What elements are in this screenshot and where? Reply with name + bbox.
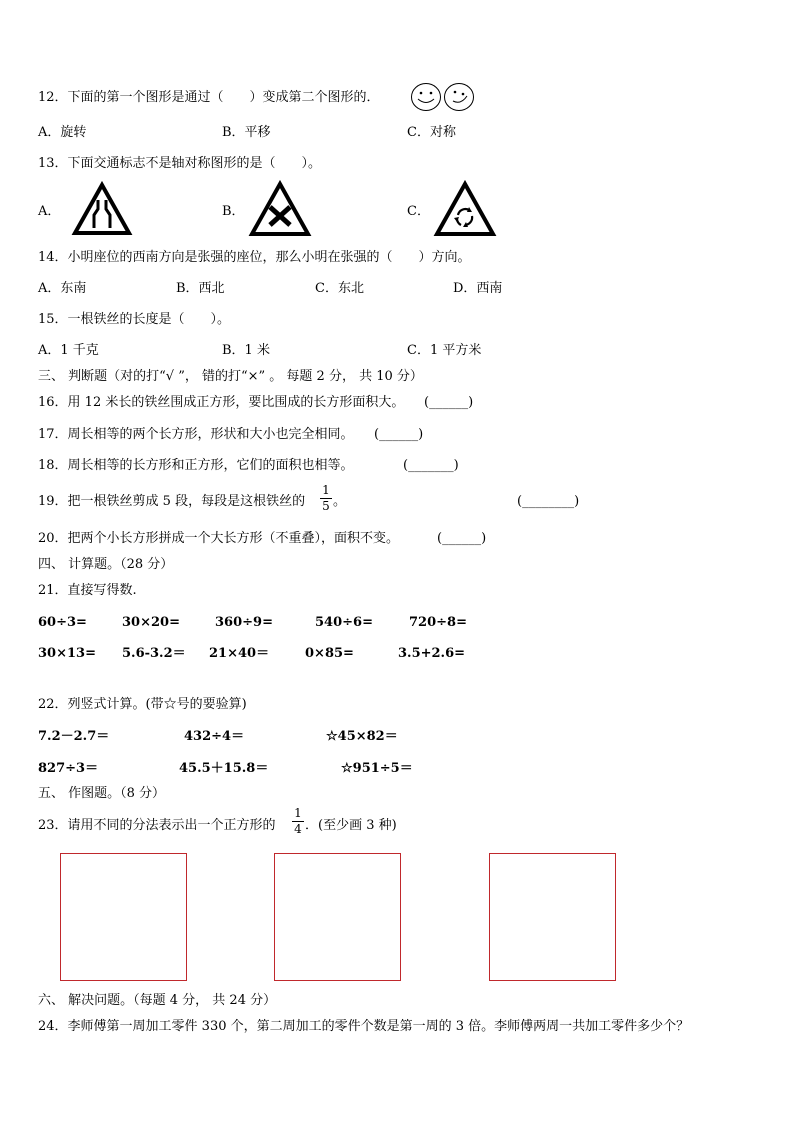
q21-item: 540÷6=: [315, 615, 373, 630]
q22-stem: 22．列竖式计算。(带☆号的要验算): [38, 697, 247, 712]
cross-in-triangle-sign-icon: [249, 181, 311, 237]
q22-item: 45.5＋15.8＝: [179, 761, 269, 776]
drawing-square-3[interactable]: [489, 853, 616, 981]
q20-text: 20．把两个小长方形拼成一个大长方形（不重叠），面积不变。: [38, 531, 400, 546]
q19-text: 19．把一根铁丝剪成 5 段，每段是这根铁丝的: [38, 494, 306, 509]
q21-item: 60÷3=: [38, 615, 87, 630]
smiley-face-icon: [410, 82, 442, 112]
q17-answer-blank[interactable]: (______): [374, 427, 424, 442]
q15-stem: 15．一根铁丝的长度是（ ）。: [38, 312, 231, 327]
section-4-heading: 四、 计算题。（28 分）: [38, 557, 174, 572]
q21-item: 0×85=: [305, 646, 354, 661]
drawing-square-1[interactable]: [60, 853, 187, 981]
q22-item: 7.2－2.7＝: [38, 729, 110, 744]
q21-item: 21×40＝: [209, 646, 270, 661]
road-narrows-sign-icon: [72, 182, 132, 236]
q14-option-a: A．东南: [38, 281, 87, 296]
q21-item: 5.6-3.2＝: [122, 646, 186, 661]
q14-option-c: C．东北: [315, 281, 364, 296]
q22-item: 432÷4＝: [184, 729, 245, 744]
q16-text: 16．用 12 米长的铁丝围成正方形，要比围成的长方形面积大。: [38, 395, 405, 410]
q23-fraction-denominator: 4: [294, 822, 302, 836]
q12-option-b: B．平移: [222, 125, 271, 140]
q17-text: 17．周长相等的两个长方形，形状和大小也完全相同。: [38, 427, 354, 442]
section-5-heading: 五、 作图题。（8 分）: [38, 786, 166, 801]
smiley-face-rotated-icon: [443, 82, 475, 112]
q13-label-c: C．: [407, 204, 430, 219]
q19-fraction: [320, 484, 332, 513]
q23-fraction: [292, 807, 304, 836]
q23-fraction-numerator: 1: [294, 806, 302, 820]
q13-label-b: B．: [222, 204, 245, 219]
q14-option-b: B．西北: [176, 281, 225, 296]
q20-answer-blank[interactable]: (______): [437, 531, 487, 546]
q18-text: 18．周长相等的长方形和正方形，它们的面积也相等。: [38, 458, 354, 473]
q22-item: 827÷3＝: [38, 761, 99, 776]
q19-answer-blank[interactable]: (________): [517, 494, 580, 509]
q19-fraction-numerator: 1: [322, 483, 330, 497]
q15-option-b: B．1 米: [222, 343, 270, 358]
q12-option-c: C．对称: [407, 125, 456, 140]
q13-stem: 13．下面交通标志不是轴对称图形的是（ ）。: [38, 156, 322, 171]
q21-item: 30×20=: [122, 615, 180, 630]
q21-item: 720÷8=: [409, 615, 467, 630]
q14-stem: 14．小明座位的西南方向是张强的座位，那么小明在张强的（ ）方向。: [38, 250, 471, 265]
q22-item: ☆951÷5＝: [341, 761, 413, 776]
q23-stem: 23．请用不同的分法表示出一个正方形的: [38, 818, 276, 833]
section-3-heading: 三、 判断题（对的打“√ ”， 错的打“×” 。 每题 2 分， 共 10 分）: [38, 369, 423, 384]
q22-item: ☆45×82＝: [326, 729, 398, 744]
q21-item: 30×13=: [38, 646, 96, 661]
q14-option-d: D．西南: [453, 281, 503, 296]
drawing-square-2[interactable]: [274, 853, 401, 981]
q23-stem-end: ．(至少画 3 种): [305, 818, 397, 833]
q12-stem: 12．下面的第一个图形是通过（ ）变成第二个图形的．: [38, 90, 380, 105]
q21-item: 360÷9=: [215, 615, 273, 630]
q13-label-a: A．: [38, 204, 61, 219]
q15-option-a: A．1 千克: [38, 343, 99, 358]
q19-fraction-denominator: 5: [322, 499, 330, 513]
q21-stem: 21．直接写得数.: [38, 583, 137, 598]
roundabout-sign-icon: [434, 181, 496, 237]
q16-answer-blank[interactable]: (______): [424, 395, 474, 410]
q12-option-a: A．旋转: [38, 125, 87, 140]
q15-option-c: C．1 平方米: [407, 343, 482, 358]
q21-item: 3.5+2.6=: [398, 646, 466, 661]
q19-text-end: 。: [333, 494, 347, 509]
q24-stem: 24．李师傅第一周加工零件 330 个，第二周加工的零件个数是第一周的 3 倍。李师傅两周一共加工零件多少个？: [38, 1019, 690, 1034]
q18-answer-blank[interactable]: (_______): [403, 458, 459, 473]
section-6-heading: 六、 解决问题。（每题 4 分， 共 24 分）: [38, 993, 277, 1008]
